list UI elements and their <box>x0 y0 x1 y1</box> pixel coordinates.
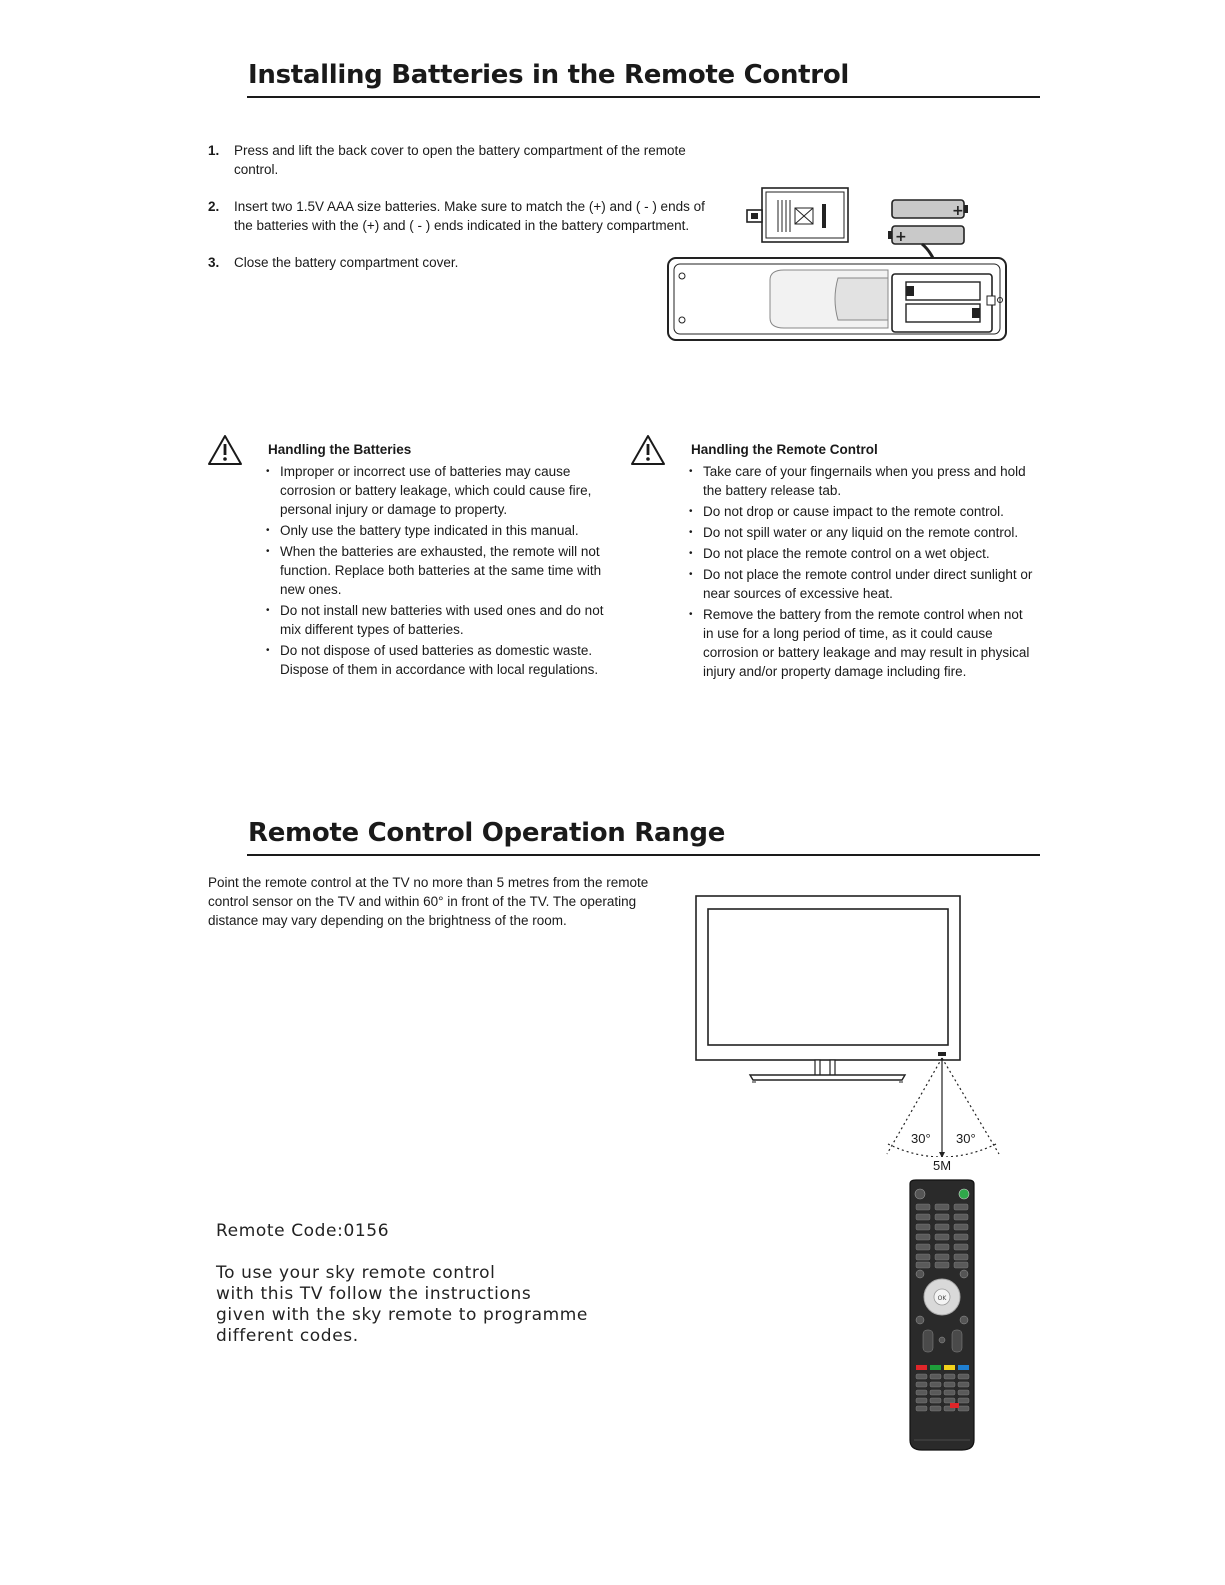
list-item: • Do not dispose of used batteries as domestic waste. Dispose of them in accordance with local regulations. <box>266 641 606 679</box>
step-text: Press and lift the back cover to open the battery compartment of the remote control. <box>234 143 686 177</box>
battery-icon <box>892 200 968 219</box>
tv-icon <box>696 896 960 1082</box>
warning-heading-remote: Handling the Remote Control <box>691 442 878 457</box>
step-number: 3. <box>208 255 220 270</box>
remote-code-line: To use your sky remote control <box>216 1263 496 1283</box>
warning-icon <box>630 434 666 466</box>
section-title-installing-batteries: Installing Batteries in the Remote Control <box>248 60 849 90</box>
remote-key-icon <box>930 1398 941 1403</box>
remote-key-icon <box>958 1374 969 1379</box>
remote-key-icon <box>930 1406 941 1411</box>
battery-compartment-illustration <box>660 182 1020 347</box>
remote-key-icon <box>935 1262 949 1268</box>
remote-key-icon <box>958 1382 969 1387</box>
remote-key-icon <box>954 1234 968 1240</box>
angle-label-left: 30° <box>911 1131 931 1146</box>
step-text: Close the battery compartment cover. <box>234 255 459 270</box>
ok-label: OK <box>937 1295 947 1302</box>
remote-key-icon <box>954 1214 968 1220</box>
tv-range-diagram <box>690 892 1015 1157</box>
remote-key-icon <box>954 1224 968 1230</box>
remote-key-icon <box>930 1382 941 1387</box>
remote-key-icon <box>930 1374 941 1379</box>
remote-code-line: with this TV follow the instructions <box>216 1284 532 1304</box>
remote-control-image <box>906 1178 978 1452</box>
remote-key-icon <box>916 1374 927 1379</box>
power-button-icon <box>959 1189 969 1199</box>
list-item: • Do not place the remote control on a wet object. <box>689 544 1034 563</box>
battery-cover-icon <box>747 188 848 242</box>
list-item: • Do not place the remote control under direct sunlight or near sources of excessive heat. <box>689 565 1034 603</box>
svg-text:+: + <box>952 203 964 219</box>
remote-back-icon <box>668 258 1006 340</box>
remote-key-icon <box>935 1204 949 1210</box>
remote-key-icon <box>916 1204 930 1210</box>
battery-icon <box>888 226 964 245</box>
step-text: Insert two 1.5V AAA size batteries. Make sure to match the (+) and ( - ) ends of the batteries with the (+) and ( - ) ends indicated in the battery compartment. <box>234 199 705 233</box>
range-lines <box>887 1058 999 1157</box>
installation-steps <box>208 141 718 290</box>
list-item: • Do not drop or cause impact to the remote control. <box>689 502 1034 521</box>
remote-key-icon <box>958 1398 969 1403</box>
remote-key-icon <box>916 1254 930 1260</box>
list-item: • Take care of your fingernails when you press and hold the battery release tab. <box>689 462 1034 500</box>
step-number: 2. <box>208 199 220 214</box>
step-item <box>208 197 718 235</box>
remote-key-icon <box>958 1406 969 1411</box>
remote-key-icon <box>916 1244 930 1250</box>
remote-key-icon <box>930 1390 941 1395</box>
remote-key-icon <box>916 1262 930 1268</box>
operation-range-paragraph: Point the remote control at the TV no more than 5 metres from the remote control sensor on the TV and within 60° in front of the TV. The operating distance may vary depending on the brightness of the room. <box>208 875 649 928</box>
distance-label: 5M <box>933 1158 952 1173</box>
svg-text:+: + <box>895 229 907 245</box>
remote-key-icon <box>954 1254 968 1260</box>
battery-warning-list <box>266 462 606 681</box>
remote-key-icon <box>944 1382 955 1387</box>
step-item <box>208 141 718 179</box>
remote-key-icon <box>944 1390 955 1395</box>
remote-key-icon <box>935 1214 949 1220</box>
list-item: • Do not install new batteries with used ones and do not mix different types of batteries. <box>266 601 606 639</box>
remote-code-title: Remote Code:0156 <box>216 1221 390 1241</box>
list-item: • Improper or incorrect use of batteries may cause corrosion or battery leakage, which could cause fire, personal injury or damage to property. <box>266 462 606 519</box>
step-item <box>208 253 718 272</box>
remote-key-icon <box>954 1204 968 1210</box>
remote-key-icon <box>916 1224 930 1230</box>
remote-code-line: given with the sky remote to programme <box>216 1305 588 1325</box>
warning-icon <box>207 434 243 466</box>
remote-key-icon <box>954 1262 968 1268</box>
remote-key-icon <box>935 1244 949 1250</box>
list-item: • When the batteries are exhausted, the remote will not function. Replace both batteries at the same time with new ones. <box>266 542 606 599</box>
remote-key-icon <box>916 1406 927 1411</box>
remote-key-icon <box>958 1390 969 1395</box>
list-item: • Remove the battery from the remote control when not in use for a long period of time, as it could cause corrosion or battery leakage and may result in physical injury and/or property damage including fire. <box>689 605 1034 681</box>
section-title-operation-range: Remote Control Operation Range <box>248 818 726 848</box>
step-number: 1. <box>208 143 220 158</box>
remote-key-icon <box>935 1234 949 1240</box>
remote-key-icon <box>916 1398 927 1403</box>
remote-key-icon <box>944 1374 955 1379</box>
warning-heading-batteries: Handling the Batteries <box>268 442 412 457</box>
remote-code-line: different codes. <box>216 1326 359 1346</box>
remote-key-icon <box>944 1398 955 1403</box>
list-item: • Do not spill water or any liquid on the remote control. <box>689 523 1034 542</box>
remote-key-icon <box>916 1214 930 1220</box>
angle-label-right: 30° <box>956 1131 976 1146</box>
title-rule <box>247 96 1040 98</box>
remote-key-icon <box>916 1390 927 1395</box>
list-item: • Only use the battery type indicated in this manual. <box>266 521 606 540</box>
remote-key-icon <box>954 1244 968 1250</box>
remote-key-icon <box>935 1224 949 1230</box>
remote-warning-list <box>689 462 1034 683</box>
remote-key-icon <box>916 1234 930 1240</box>
remote-key-icon <box>935 1254 949 1260</box>
remote-key-icon <box>916 1382 927 1387</box>
title-rule <box>247 854 1040 856</box>
